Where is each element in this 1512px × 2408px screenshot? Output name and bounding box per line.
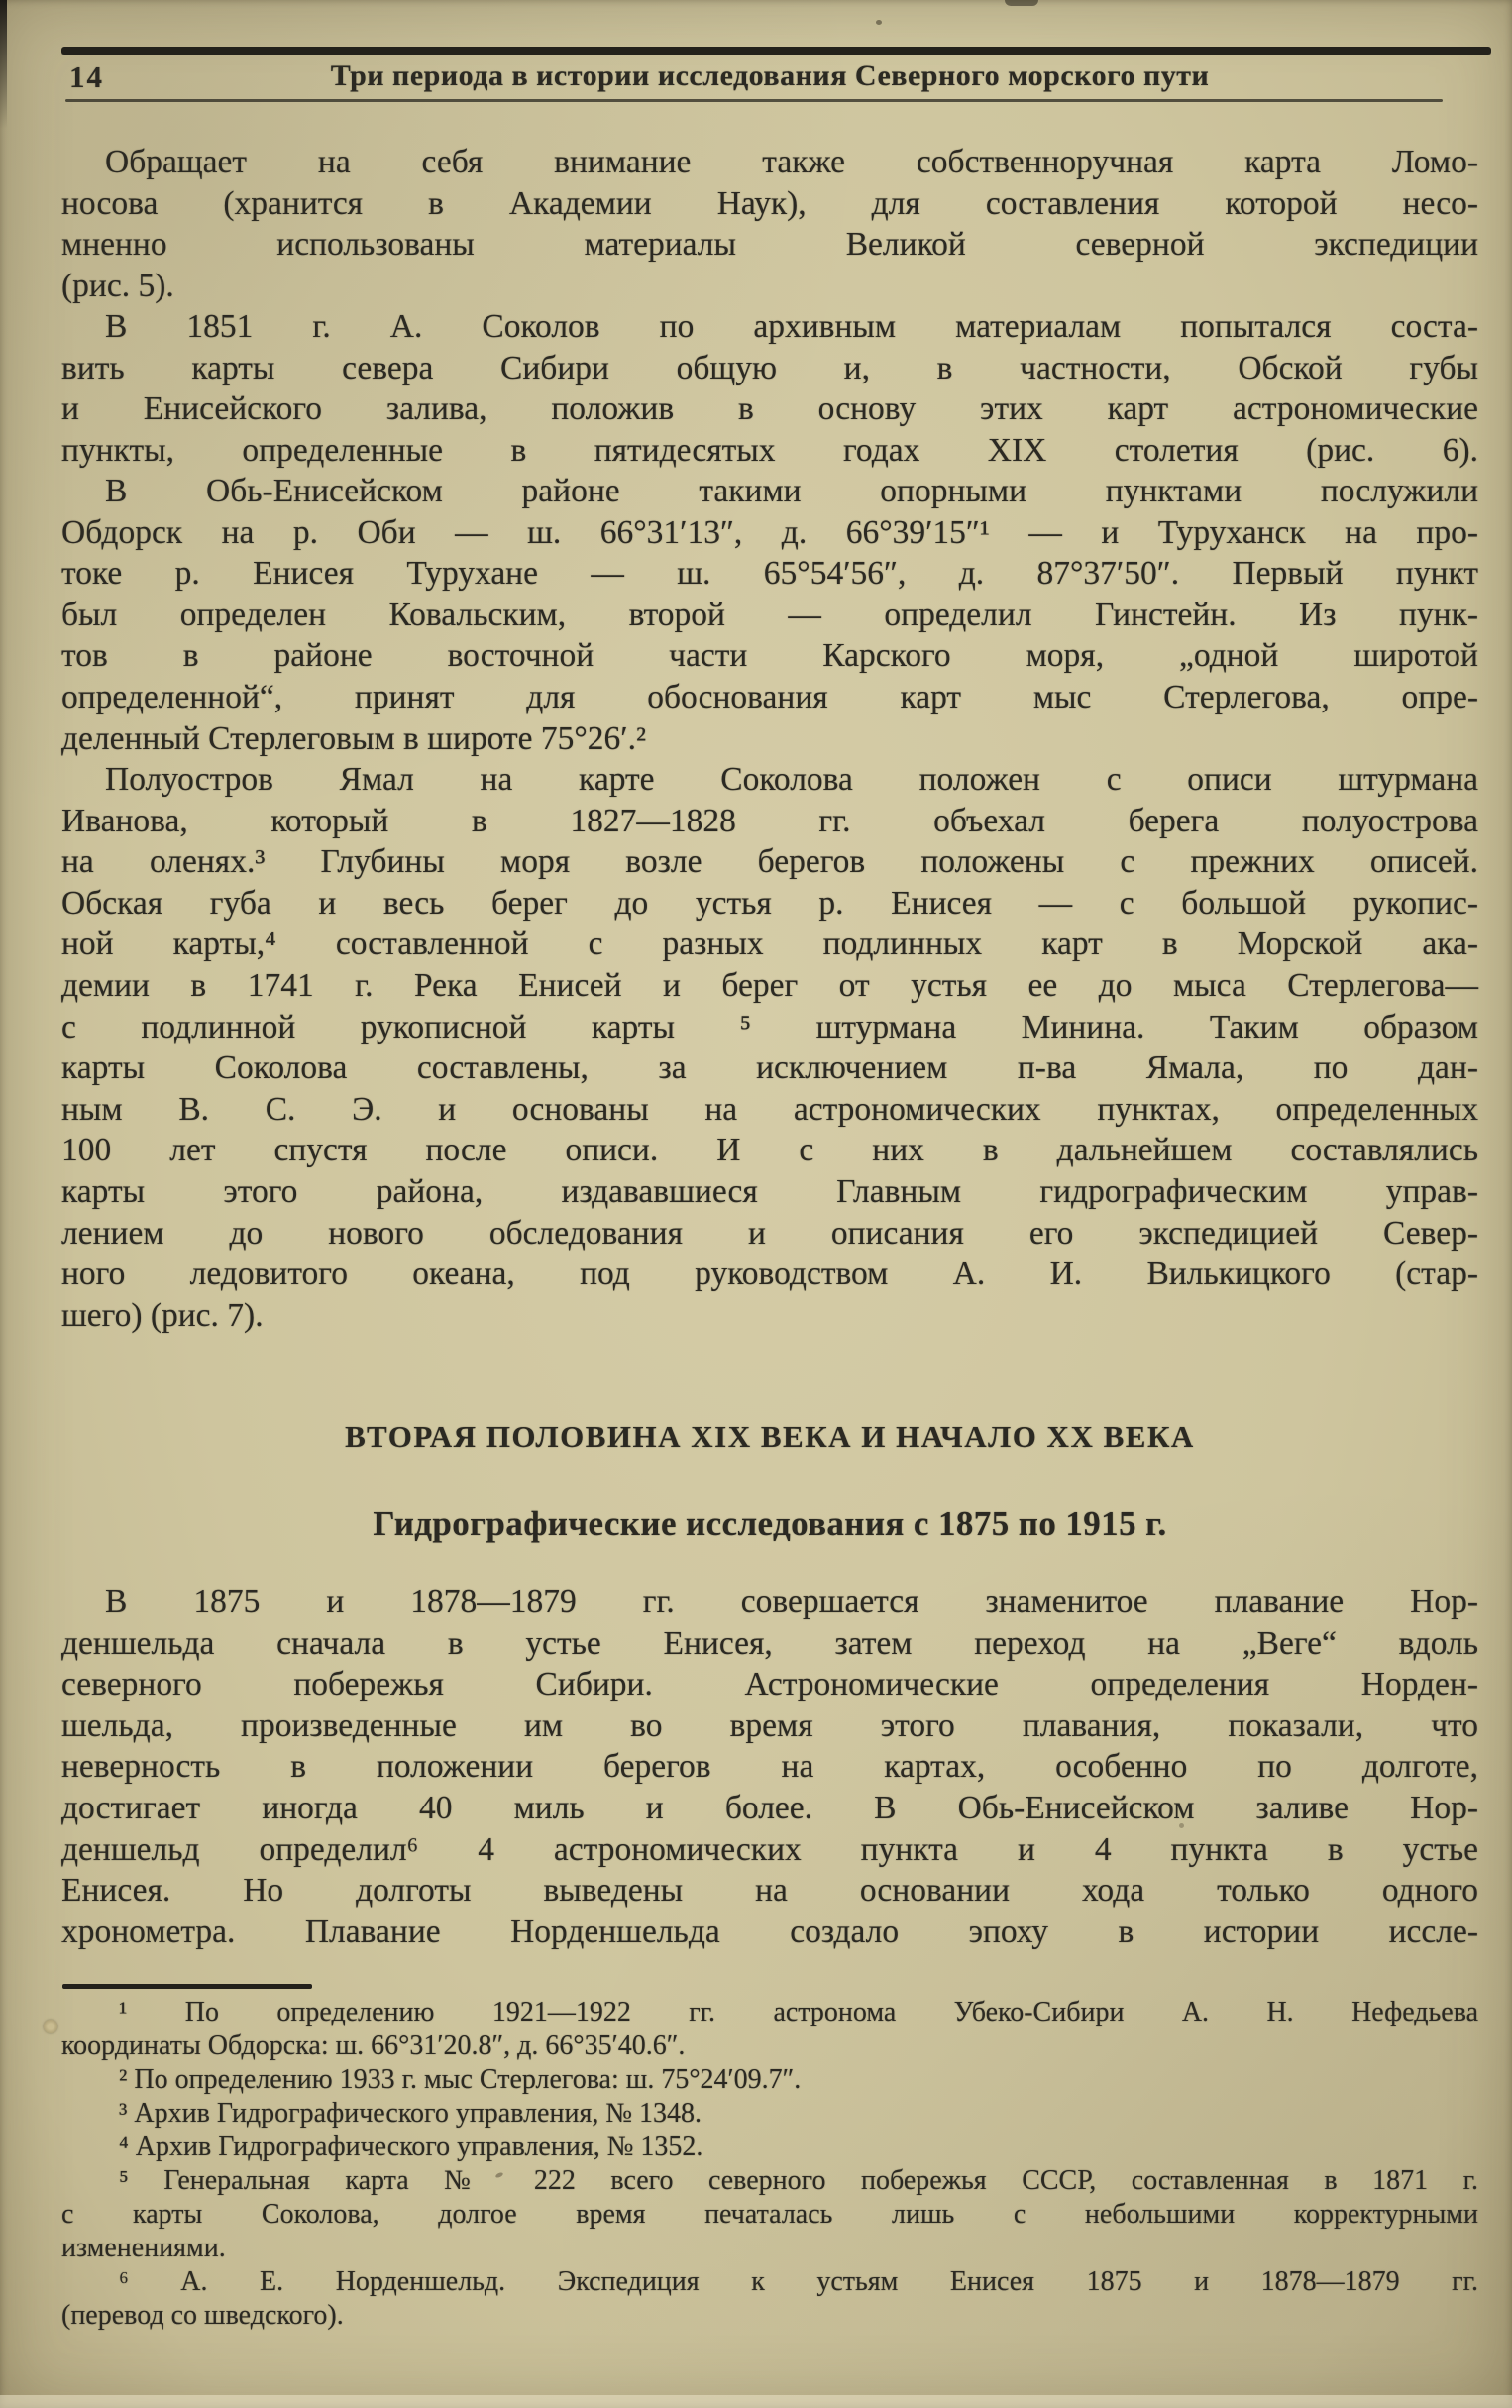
text-line: ² По определению 1933 г. мыс Стерлегова: ш. 75°24′09.7″.: [119, 2064, 802, 2095]
paragraph-3: [61, 471, 1478, 759]
paragraph-5: [61, 1582, 1478, 1952]
text-line: (перевод со шведского).: [61, 2300, 344, 2331]
scan-edge-artifact: [0, 0, 7, 129]
text-line: лением до нового обследования и описания его экспедицией Север-: [61, 1214, 1478, 1252]
text-line: деленный Стерлеговым в широте 75°26′.²: [61, 719, 647, 757]
text-line: с подлинной рукописной карты ⁵ штурмана Минина. Таким образом: [61, 1008, 1478, 1045]
text-line: Енисея. Но долготы выведены на основании хода только одного: [61, 1872, 1478, 1910]
text-line: ¹ По определению 1921—1922 гг. астронома Убеко-Сибири А. Н. Нефедьева: [119, 1997, 1478, 2027]
text-line: Обская губа и весь берег до устья р. Енисея — с большой рукопис-: [61, 884, 1478, 922]
text-line: носова (хранится в Академии Наук), для составления которой несо-: [61, 184, 1478, 222]
text-line: В 1851 г. А. Соколов по архивным материалам попытался соста-: [105, 308, 1478, 345]
text-line: изменениями.: [61, 2233, 226, 2263]
text-line: ⁶ А. Е. Норденшельд. Экспедиция к устьям Енисея 1875 и 1878—1879 гг.: [119, 2266, 1478, 2297]
text-line: Обдорск на р. Оби — ш. 66°31′13″, д. 66°39′15″¹ — и Туруханск на про-: [61, 513, 1478, 551]
text-line: демии в 1741 г. Река Енисей и берег от устья ее до мыса Стерлегова—: [61, 966, 1478, 1004]
paper-speck: [876, 20, 882, 25]
text-line: на оленях.³ Глубины моря возле берегов положены с прежних описей.: [61, 843, 1478, 881]
footnote-separator-rule: [62, 1984, 312, 1989]
text-line: ным В. С. Э. и основаны на астрономических пунктах, определенных: [61, 1090, 1478, 1128]
text-line: (рис. 5).: [61, 267, 174, 304]
running-title: Три периода в истории исследования Северного морского пути: [330, 59, 1210, 92]
paper-speck: [44, 2020, 57, 2033]
section-heading: ВТОРАЯ ПОЛОВИНА XIX ВЕКА И НАЧАЛО XX ВЕКА: [345, 1419, 1195, 1454]
text-line: с карты Соколова, долгое время печаталась лишь с небольшими корректурными: [61, 2199, 1478, 2230]
text-line: В Обь-Енисейском районе такими опорными пунктами послужили: [105, 473, 1478, 509]
text-line: деншельда сначала в устье Енисея, затем переход на „Веге“ вдоль: [61, 1624, 1478, 1662]
text-line: был определен Ковальским, второй — определил Гинстейн. Из пунк-: [61, 596, 1478, 633]
text-line: Иванова, который в 1827—1828 гг. объехал берега полуострова: [61, 802, 1478, 839]
text-line: северного побережья Сибири. Астрономические определения Норден-: [61, 1666, 1478, 1703]
text-line: токе р. Енисея Турухане — ш. 65°54′56″, д. 87°37′50″. Первый пункт: [61, 555, 1478, 593]
text-line: пункты, определенные в пятидесятых годах XIX столетия (рис. 6).: [61, 431, 1478, 469]
text-line: 100 лет спустя после описи. И с них в дальнейшем составлялись: [61, 1132, 1478, 1169]
text-line: шельда, произведенные им во время этого плавания, показали, что: [61, 1706, 1478, 1744]
text-line: Обращает на себя внимание также собственноручная карта Ломо-: [105, 144, 1478, 180]
text-line: ⁵ Генеральная карта № 222 всего северного побережья СССР, составленная в 1871 г.: [119, 2165, 1478, 2196]
page-number: 14: [69, 59, 104, 94]
text-line: ного ледовитого океана, под руководством А. И. Вилькицкого (стар-: [61, 1256, 1478, 1293]
text-line: ⁴ Архив Гидрографического управления, № 1352.: [119, 2132, 703, 2162]
text-line: карты этого района, издававшиеся Главным гидрографическим управ-: [61, 1172, 1478, 1210]
text-line: достигает иногда 40 миль и более. В Обь-Енисейском заливе Нор-: [61, 1789, 1478, 1826]
paragraph-1: [61, 142, 1478, 306]
text-line: мненно использованы материалы Великой северной экспедиции: [61, 226, 1478, 264]
text-line: ной карты,⁴ составленной с разных подлинных карт в Морской ака-: [61, 926, 1478, 963]
text-line: Полуостров Ямал на карте Соколова положен с описи штурмана: [105, 761, 1478, 798]
text-line: шего) (рис. 7).: [61, 1296, 264, 1334]
text-line: В 1875 и 1878—1879 гг. совершается знаменитое плавание Нор-: [105, 1584, 1478, 1620]
paragraph-2: [61, 306, 1478, 471]
text-line: и Енисейского залива, положив в основу этих карт астрономические: [61, 390, 1478, 428]
text-line: определенной“, принят для обоснования карт мыс Стерлегова, опре-: [61, 678, 1478, 715]
text-line: неверность в положении берегов на картах, особенно по долготе,: [61, 1748, 1478, 1786]
subsection-heading: Гидрографические исследования с 1875 по 1915 г.: [373, 1504, 1167, 1543]
scan-bottom-band: [0, 2395, 1512, 2408]
text-line: ³ Архив Гидрографического управления, № 1348.: [119, 2098, 702, 2129]
footnotes-block: [61, 1996, 1478, 2333]
paragraph-4: [61, 759, 1478, 1336]
text-line: карты Соколова составлены, за исключением п-ва Ямала, по дан-: [61, 1049, 1478, 1087]
header-bottom-rule: [65, 99, 1443, 102]
text-line: деншельд определил⁶ 4 астрономических пункта и 4 пункта в устье: [61, 1830, 1478, 1868]
text-line: тов в районе восточной части Карского моря, „одной широтой: [61, 637, 1478, 675]
text-line: хронометра. Плавание Норденшельда создало эпоху в истории иссле-: [61, 1913, 1478, 1950]
text-line: координаты Обдорска: ш. 66°31′20.8″, д. 66°35′40.6″.: [61, 2030, 686, 2061]
header-top-rule: [61, 47, 1491, 55]
scan-smudge: [1005, 0, 1038, 6]
text-line: вить карты севера Сибири общую и, в частности, Обской губы: [61, 349, 1478, 386]
